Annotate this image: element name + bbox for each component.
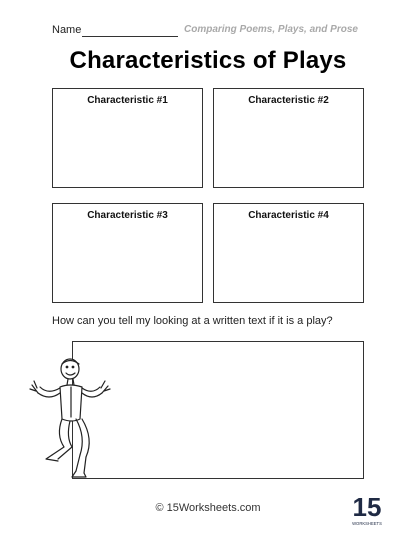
characteristic-label-3: Characteristic #3	[87, 210, 168, 221]
characteristic-box-1[interactable]	[52, 88, 203, 188]
name-line[interactable]	[82, 36, 178, 37]
characteristic-label-2: Characteristic #2	[248, 95, 329, 106]
dancing-man-icon	[22, 355, 112, 485]
logo-number: 15	[352, 492, 382, 522]
name-label: Name	[52, 24, 82, 36]
15worksheets-logo-icon	[352, 488, 382, 528]
characteristic-box-3[interactable]	[52, 203, 203, 303]
page-title: Characteristics of Plays	[69, 47, 347, 74]
logo-text: WORKSHEETS	[352, 521, 382, 526]
worksheet-subtitle: Comparing Poems, Plays, and Prose	[184, 24, 358, 35]
characteristic-box-4[interactable]	[213, 203, 364, 303]
characteristic-label-1: Characteristic #1	[87, 95, 168, 106]
characteristic-box-2[interactable]	[213, 88, 364, 188]
footer-copyright: © 15Worksheets.com	[155, 502, 261, 514]
characteristic-label-4: Characteristic #4	[248, 210, 329, 221]
answer-box[interactable]	[72, 341, 364, 479]
question-text: How can you tell my looking at a written text if it is a play?	[52, 315, 333, 327]
